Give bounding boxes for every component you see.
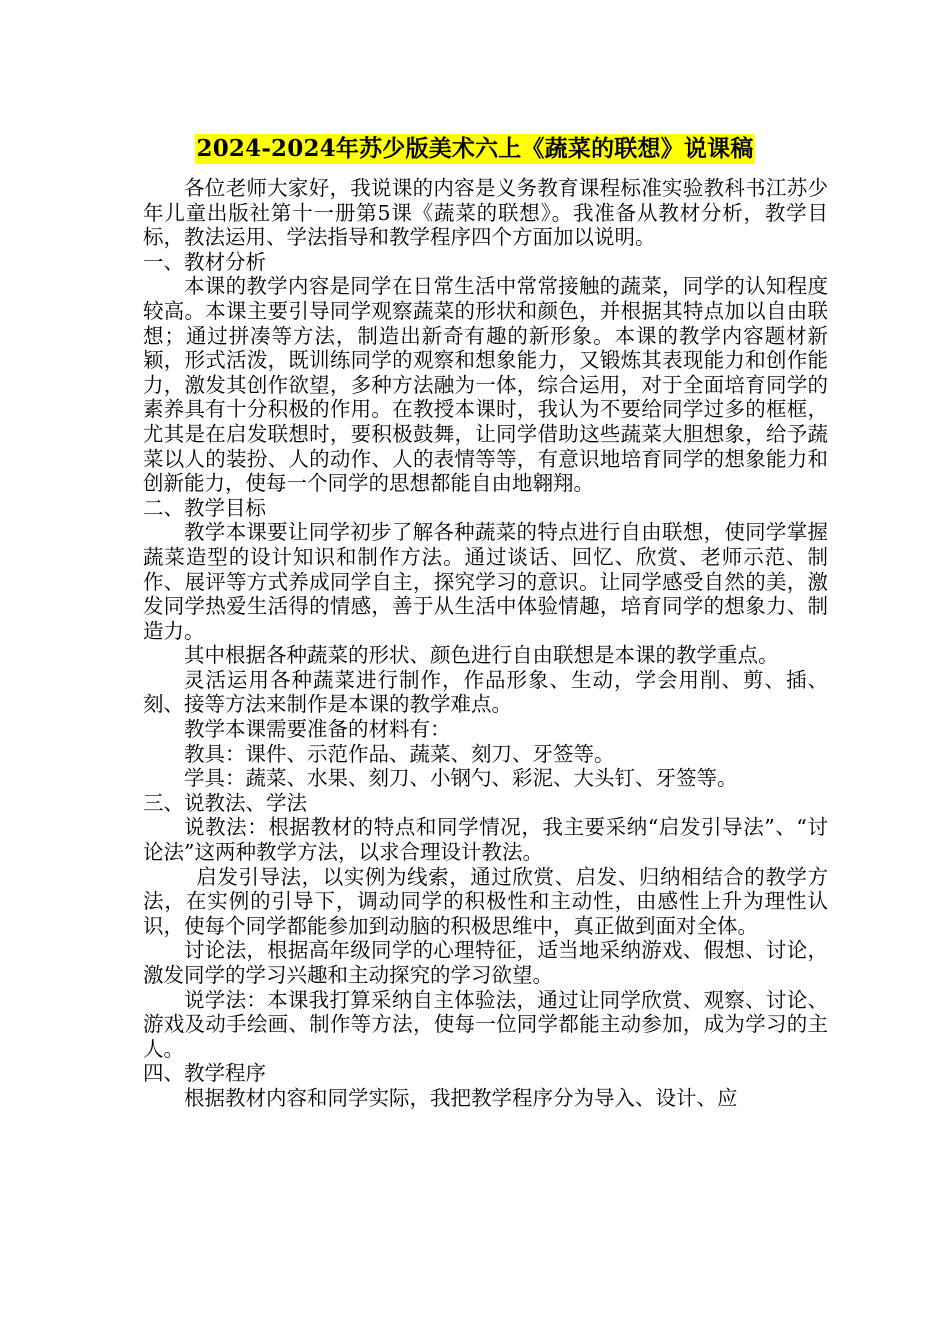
paragraph-key-point: 其中根据各种蔬菜的形状、颜色进行自由联想是本课的教学重点。 xyxy=(184,643,779,668)
paragraph-teaching-tools: 教具：课件、示范作品、蔬菜、刻刀、牙签等。 xyxy=(184,741,615,766)
section-heading-3: 三、说教法、学法 xyxy=(143,790,307,815)
document-title: 2024-2024年苏少版美术六上《蔬菜的联想》说课稿 xyxy=(196,135,754,162)
document-body xyxy=(143,176,828,1111)
paragraph-discussion-method: 讨论法，根据高年级同学的心理特征，适当地采纳游戏、假想、讨论，激发同学的学习兴趣和主动探究的学习欲望。 xyxy=(143,938,828,987)
paragraph-teaching-methods: 说教法：根据教材的特点和同学情况，我主要采纳“启发引导法”、“讨论法”这两种教学方法，以求合理设计教法。 xyxy=(143,815,828,865)
paragraph-teaching-goals: 教学本课要让同学初步了解各种蔬菜的特点进行自由联想，使同学掌握蔬菜造型的设计知识和制作方法。通过谈话、回忆、欣赏、老师示范、制作、展评等方式养成同学自主，探究学习的意识。让同学感受自然的美，激发同学热爱生活得的情感，善于从生活中体验情趣，培育同学的想象力、制造力。 xyxy=(143,520,828,643)
section-heading-1: 一、教材分析 xyxy=(143,249,266,274)
paragraph-procedure: 根据教材内容和同学实际，我把教学程序分为导入、设计、应 xyxy=(184,1085,738,1110)
paragraph-learning-methods: 说学法：本课我打算采纳自主体验法，通过让同学欣赏、观察、讨论、游戏及动手绘画、制作等方法，使每一位同学都能主动参加，成为学习的主人。 xyxy=(143,987,828,1061)
title-area xyxy=(0,134,950,164)
paragraph-intro: 各位老师大家好，我说课的内容是义务教育课程标准实验教科书江苏少年儿童出版社第十一册第5课《蔬菜的联想》。我准备从教材分析，教学目标，教法运用、学法指导和教学程序四个方面加以说明。 xyxy=(143,176,828,250)
paragraph-material-analysis: 本课的教学内容是同学在日常生活中常常接触的蔬菜，同学的认知程度较高。本课主要引导同学观察蔬菜的形状和颜色，并根据其特点加以自由联想；通过拼凑等方法，制造出新奇有趣的新形象。本课的教学内容题材新颖，形式活泼，既训练同学的观察和想象能力，又锻炼其表现能力和创作能力，激发其创作欲望，多种方法融为一体，综合运用，对于全面培育同学的素养具有十分积极的作用。在教授本课时，我认为不要给同学过多的框框，尤其是在启发联想时，要积极鼓舞，让同学借助这些蔬菜大胆想象，给予蔬菜以人的装扮、人的动作、人的表情等等，有意识地培育同学的想象能力和创新能力，使每一个同学的思想都能自由地翱翔。 xyxy=(143,274,828,496)
paragraph-guided-method: 启发引导法，以实例为线索，通过欣赏、启发、归纳相结合的教学方法，在实例的引导下，调动同学的积极性和主动性，由感性上升为理性认识，使每个同学都能参加到动脑的积极思维中，真正做到面对全体。 xyxy=(143,864,828,938)
paragraph-difficulty: 灵活运用各种蔬菜进行制作，作品形象、生动，学会用削、剪、插、刻、接等方法来制作是本课的教学难点。 xyxy=(143,667,828,717)
paragraph-materials: 教学本课需要准备的材料有： xyxy=(184,717,451,742)
paragraph-learning-tools: 学具：蔬菜、水果、刻刀、小钢勺、彩泥、大头钉、牙签等。 xyxy=(184,766,738,791)
section-heading-2: 二、教学目标 xyxy=(143,495,266,520)
section-heading-4: 四、教学程序 xyxy=(143,1061,266,1086)
